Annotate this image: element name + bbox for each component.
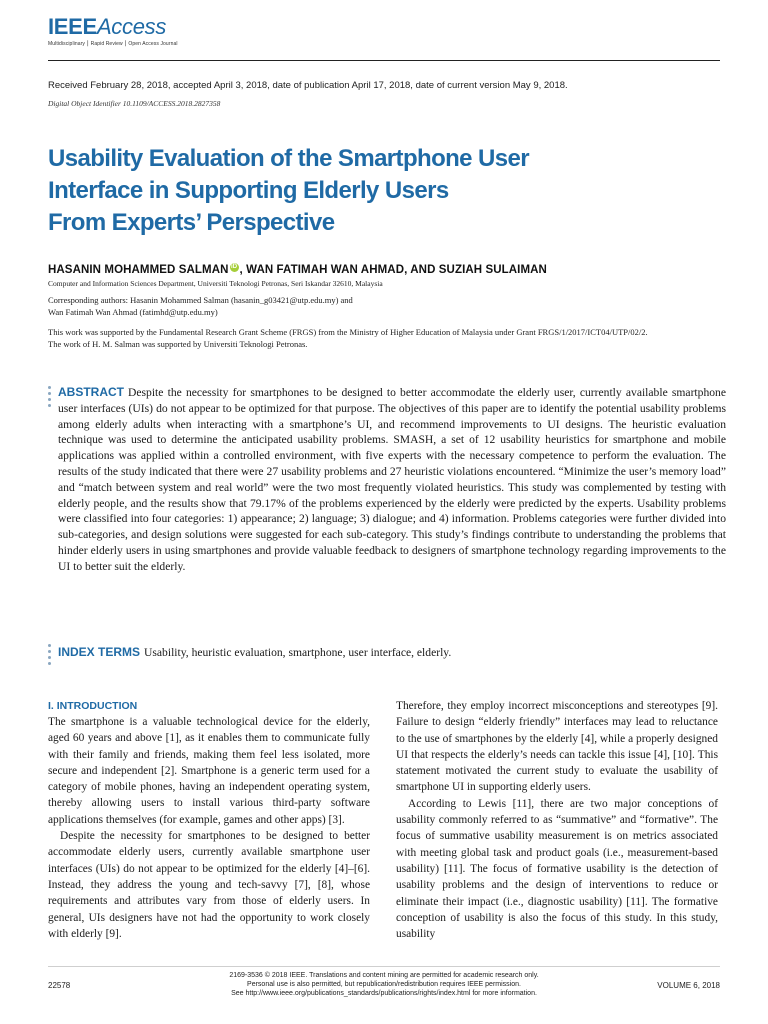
author-rest: , WAN FATIMAH WAN AHMAD, AND SUZIAH SULAIMAN [239,263,547,276]
section-heading-introduction: I. INTRODUCTION [48,700,138,712]
corresponding-authors [48,294,353,318]
journal-logo [48,14,178,47]
received-dates: Received February 28, 2018, accepted April 3, 2018, date of publication April 17, 2018, date of current version May 9, 2018. [48,80,568,91]
copyright-line-2: Personal use is also permitted, but republication/redistribution requires IEEE permission. [247,981,521,988]
logo-italic: Access [96,14,167,39]
logo-wordmark [48,14,178,40]
body-column-left [48,698,370,942]
copyright-line-3[interactable]: See http://www.ieee.org/publications_standards/publications/rights/index.html for more information. [231,990,537,997]
footer-divider [48,966,720,967]
index-terms [58,644,451,661]
intro-paragraph-4: According to Lewis [11], there are two major conceptions of usability commonly referred to as “summative” and “formative”. The focus of summative usability measurement is on metrics associated with meeting global task and product goals (i.e., measurement-based usability) [11]. The focus of formative usability is the detection of usability problems and the design of interventions to reduce or eliminate their impact (i.e., diagnostic usability) [11]. The formative conception of usability is also the focus of this study. In this study, usability [396,797,718,941]
index-terms-label: INDEX TERMS [58,645,141,659]
title-line-2: Interface in Supporting Elderly Users [48,177,449,204]
intro-paragraph-2: Despite the necessity for smartphones to be designed to better accommodate elderly users, currently available smartphone user interfaces (UIs) do not appear to be optimized for the elderly [4]–[6]. Instead, they address the young and tech-savvy [7], [8], whose requirements and attributes vary from those of elderly users. In general, UIs designers have not had the opportunity to work closely with elderly [9]. [48,830,370,940]
affiliation: Computer and Information Sciences Department, Universiti Teknologi Petronas, Seri Iskandar 32610, Malaysia [48,279,383,288]
intro-paragraph-3: Therefore, they employ incorrect misconceptions and stereotypes [9]. Failure to design “elderly friendly” interfaces may lead to reluctance to the use of smartphones by the elderly [4], while a properly designed UI that respects the elderly’s needs can tackle this issue [4], [10]. This statement motivated the current study to evaluate the usability of smartphone UI in supporting elderly users. [396,700,718,794]
paper-title [48,143,688,239]
copyright-notice [150,971,618,998]
abstract [58,385,726,575]
orcid-icon[interactable]: iD [230,264,238,270]
intro-paragraph-1: The smartphone is a valuable technological device for the elderly, aged 60 years and above [1], as it enables them to communicate fully with their family and friends, making them feel less isolated, more secure and independent [2]. Smartphone is a generic term used for a category of mobile phones, having an independent operating system, thereby allowing users to install various third-party software applications themselves (for example, games and other apps) [3]. [48,716,370,826]
index-terms-dots-icon [48,644,51,668]
logo-bold: IEEE [48,14,97,39]
abstract-text: Despite the necessity for smartphones to be designed to better accommodate the elderly user, currently available smartphone user interfaces (UIs) do not appear to be optimized for that purpose. The objectives of this paper are to identify the potential usability problems among elderly adults when interacting with a smartphone’s UI, and recommend improvements to UI designs. The heuristic evaluation technique was used to determine the anticipated usability problems. SMASH, a set of 12 usability heuristics for smartphone and mobile applications was applied within a controlled environment, with five experts with the necessary competence to perform the evaluation. The results of the study indicated that there were 27 usability problems and 27 heuristic violations encountered. “Minimize the user’s memory load” and “match between system and real world” were the two most frequently violated heuristics. This study was complemented by testing with elderly people, and the results show that 79.17% of the problems experienced by the elderly were predicted by the experts. Usability problems were classified into four categories: 1) appearance; 2) language; 3) dialogue; and 4) information. Problems categories were further divided into sub-categories, and design solutions were suggested for each sub-category. This study’s findings contribute to understanding the problems that hinder elderly users in using smartphones and provide valuable feedback to designers of smartphone technology regarding improvements to the UI to better suit the elderly. [58,386,726,573]
title-line-1: Usability Evaluation of the Smartphone User [48,145,529,172]
volume-label: VOLUME 6, 2018 [657,981,720,990]
abstract-dots-icon [48,386,51,410]
copyright-line-1: 2169-3536 © 2018 IEEE. Translations and content mining are permitted for academic research only. [229,972,539,979]
author-list [48,263,547,276]
body-column-right [396,698,718,942]
index-terms-text: Usability, heuristic evaluation, smartphone, user interface, elderly. [144,646,452,659]
title-line-3: From Experts’ Perspective [48,209,335,236]
page-number: 22578 [48,981,71,990]
corresponding-line-2: Wan Fatimah Wan Ahmad (fatimhd@utp.edu.my) [48,307,218,317]
funding-note: This work was supported by the Fundamental Research Grant Scheme (FRGS) from the Ministry of Higher Education of Malaysia under Grant FRGS/1/2017/ICT04/UTP/02/2. The work of H. M. Salman was supported by Universiti Teknologi Petronas. [48,327,648,349]
doi-line: Digital Object Identifier 10.1109/ACCESS.2018.2827358 [48,99,221,108]
header-divider [48,60,720,61]
author-first: HASANIN MOHAMMED SALMAN [48,263,229,276]
corresponding-line-1: Corresponding authors: Hasanin Mohammed Salman (hasanin_g03421@utp.edu.my) and [48,295,353,305]
abstract-label: ABSTRACT [58,385,124,399]
logo-tagline: Multidisciplinary ⎮ Rapid Review ⎮ Open Access Journal [48,41,178,47]
